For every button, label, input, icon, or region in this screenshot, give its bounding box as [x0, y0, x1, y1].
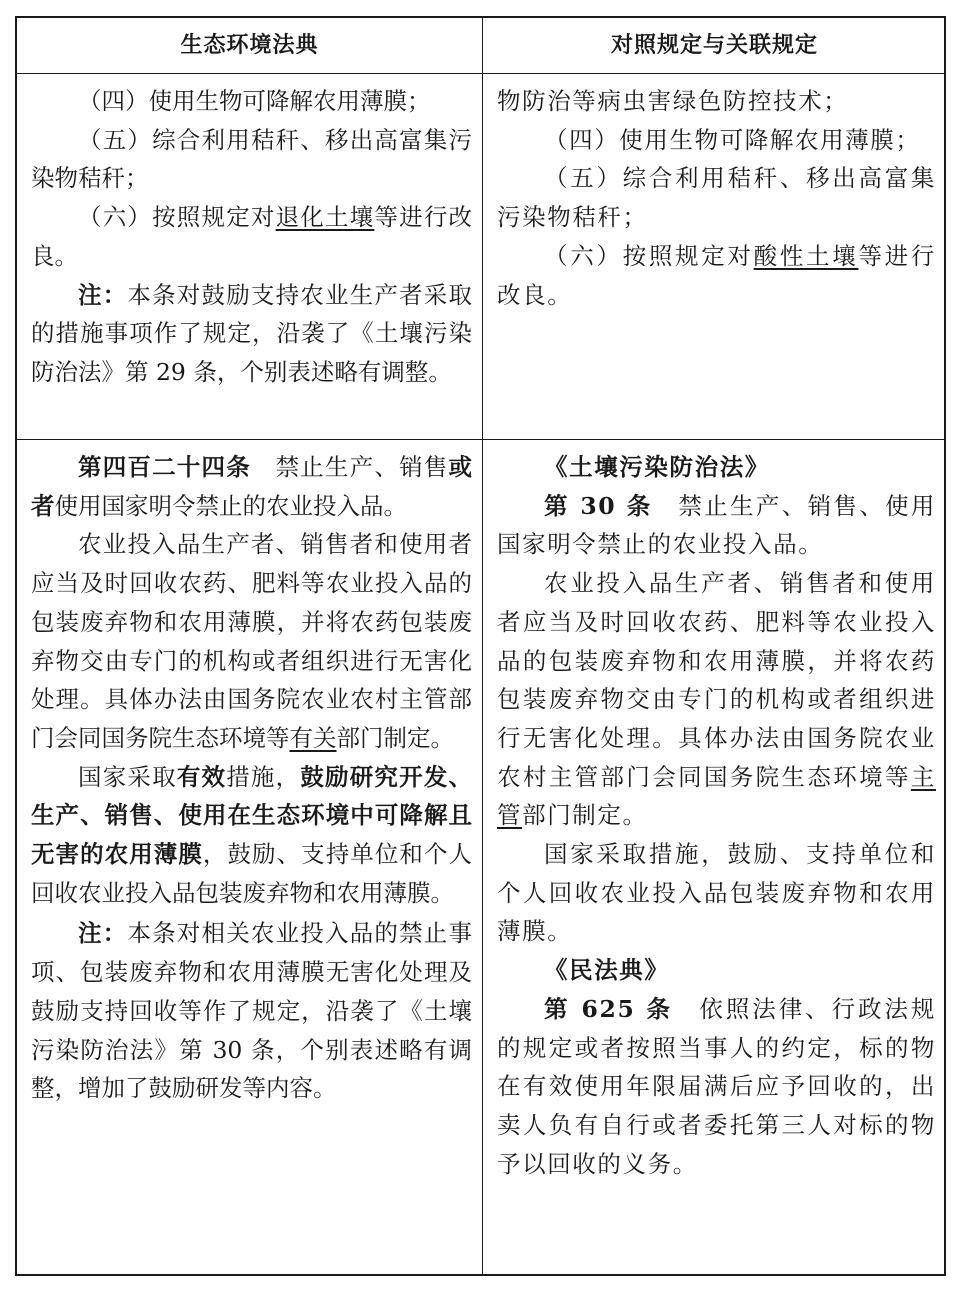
- paragraph-2: 农业投入品生产者、销售者和使用者应当及时回收农药、肥料等农业投入品的包装废弃物和农用薄膜，并将农药包装废弃物交由专门的机构或者组织进行无害化处理。具体办法由国务院农业农村主管部门会同国务院生态环境等有关部门制定。: [31, 530, 472, 752]
- row1-right-cell: [483, 82, 946, 314]
- article-number: 第 625 条: [544, 994, 673, 1023]
- clause-5: （五）综合利用秸秆、移出高富集污染物秸秆；: [497, 164, 936, 232]
- clause-6: （六）按照规定对退化土壤等进行改良。: [31, 203, 473, 270]
- header-divider: [17, 73, 944, 74]
- clause-6: （六）按照规定对酸性土壤等进行改良。: [497, 241, 936, 309]
- note: 注：本条对相关农业投入品的禁止事项、包装废弃物和农用薄膜无害化处理及鼓励支持回收等作了规定，沿袭了《土壤污染防治法》第 30 条，个别表述略有调整，增加了鼓励研发等内容。: [31, 919, 473, 1103]
- article-424: 第四百二十四条 禁止生产、销售或者使用国家明令禁止的农业投入品。: [31, 453, 473, 520]
- row2-left-cell: [17, 448, 482, 1108]
- header-right: 对照规定与关联规定: [610, 33, 818, 58]
- note-label: 注：: [78, 280, 128, 309]
- article-number: 第四百二十四条: [78, 453, 251, 481]
- article-625: 第 625 条 依照法律、行政法规的规定或者按照当事人的约定，标的物在有效使用年限届满后应予回收的，出卖人负有自行或者委托第三人对标的物予以回收的义务。: [497, 994, 936, 1178]
- clause-4: （四）使用生物可降解农用薄膜；: [544, 125, 921, 154]
- clause-4: （四）使用生物可降解农用薄膜；: [78, 87, 431, 115]
- row1-left-cell: [17, 82, 482, 392]
- row2-right-cell: [483, 448, 946, 1183]
- article-number: 第 30 条: [544, 491, 653, 520]
- clause-5: （五）综合利用秸秆、移出高富集污染物秸秆；: [31, 125, 472, 193]
- clause-3-tail: 物防治等病虫害绿色防控技术；: [497, 87, 849, 115]
- underlined-term: 酸性土壤: [753, 241, 859, 270]
- underlined-term: 有关: [289, 723, 337, 752]
- underlined-term: 主管: [497, 762, 936, 830]
- law-title: 《土壤污染防治法》: [544, 453, 770, 481]
- article-30: 第 30 条 禁止生产、销售、使用国家明令禁止的农业投入品。: [497, 491, 937, 559]
- paragraph-3: 国家采取有效措施，鼓励研究开发、生产、销售、使用在生态环境中可降解且无害的农用薄膜，鼓励、支持单位和个人回收农业投入品包装废弃物和农用薄膜。: [31, 762, 473, 907]
- law-title: 《民法典》: [544, 956, 670, 985]
- comparison-table: [15, 16, 946, 1276]
- underlined-term: 退化土壤: [275, 203, 375, 232]
- note: 注：本条对鼓励支持农业生产者采取的措施事项作了规定，沿袭了《土壤污染防治法》第 29 条，个别表述略有调整。: [31, 280, 473, 386]
- note-label: 注：: [78, 919, 128, 948]
- paragraph-3: 国家采取措施，鼓励、支持单位和个人回收农业投入品包装废弃物和农用薄膜。: [497, 840, 936, 946]
- row-divider: [17, 439, 944, 440]
- paragraph-2: 农业投入品生产者、销售者和使用者应当及时回收农药、肥料等农业投入品的包装废弃物和农用薄膜，并将农药包装废弃物交由专门的机构或者组织进行无害化处理。具体办法由国务院农业农村主管部门会同国务院生态环境等主管部门制定。: [497, 569, 936, 830]
- header-left: 生态环境法典: [180, 33, 319, 58]
